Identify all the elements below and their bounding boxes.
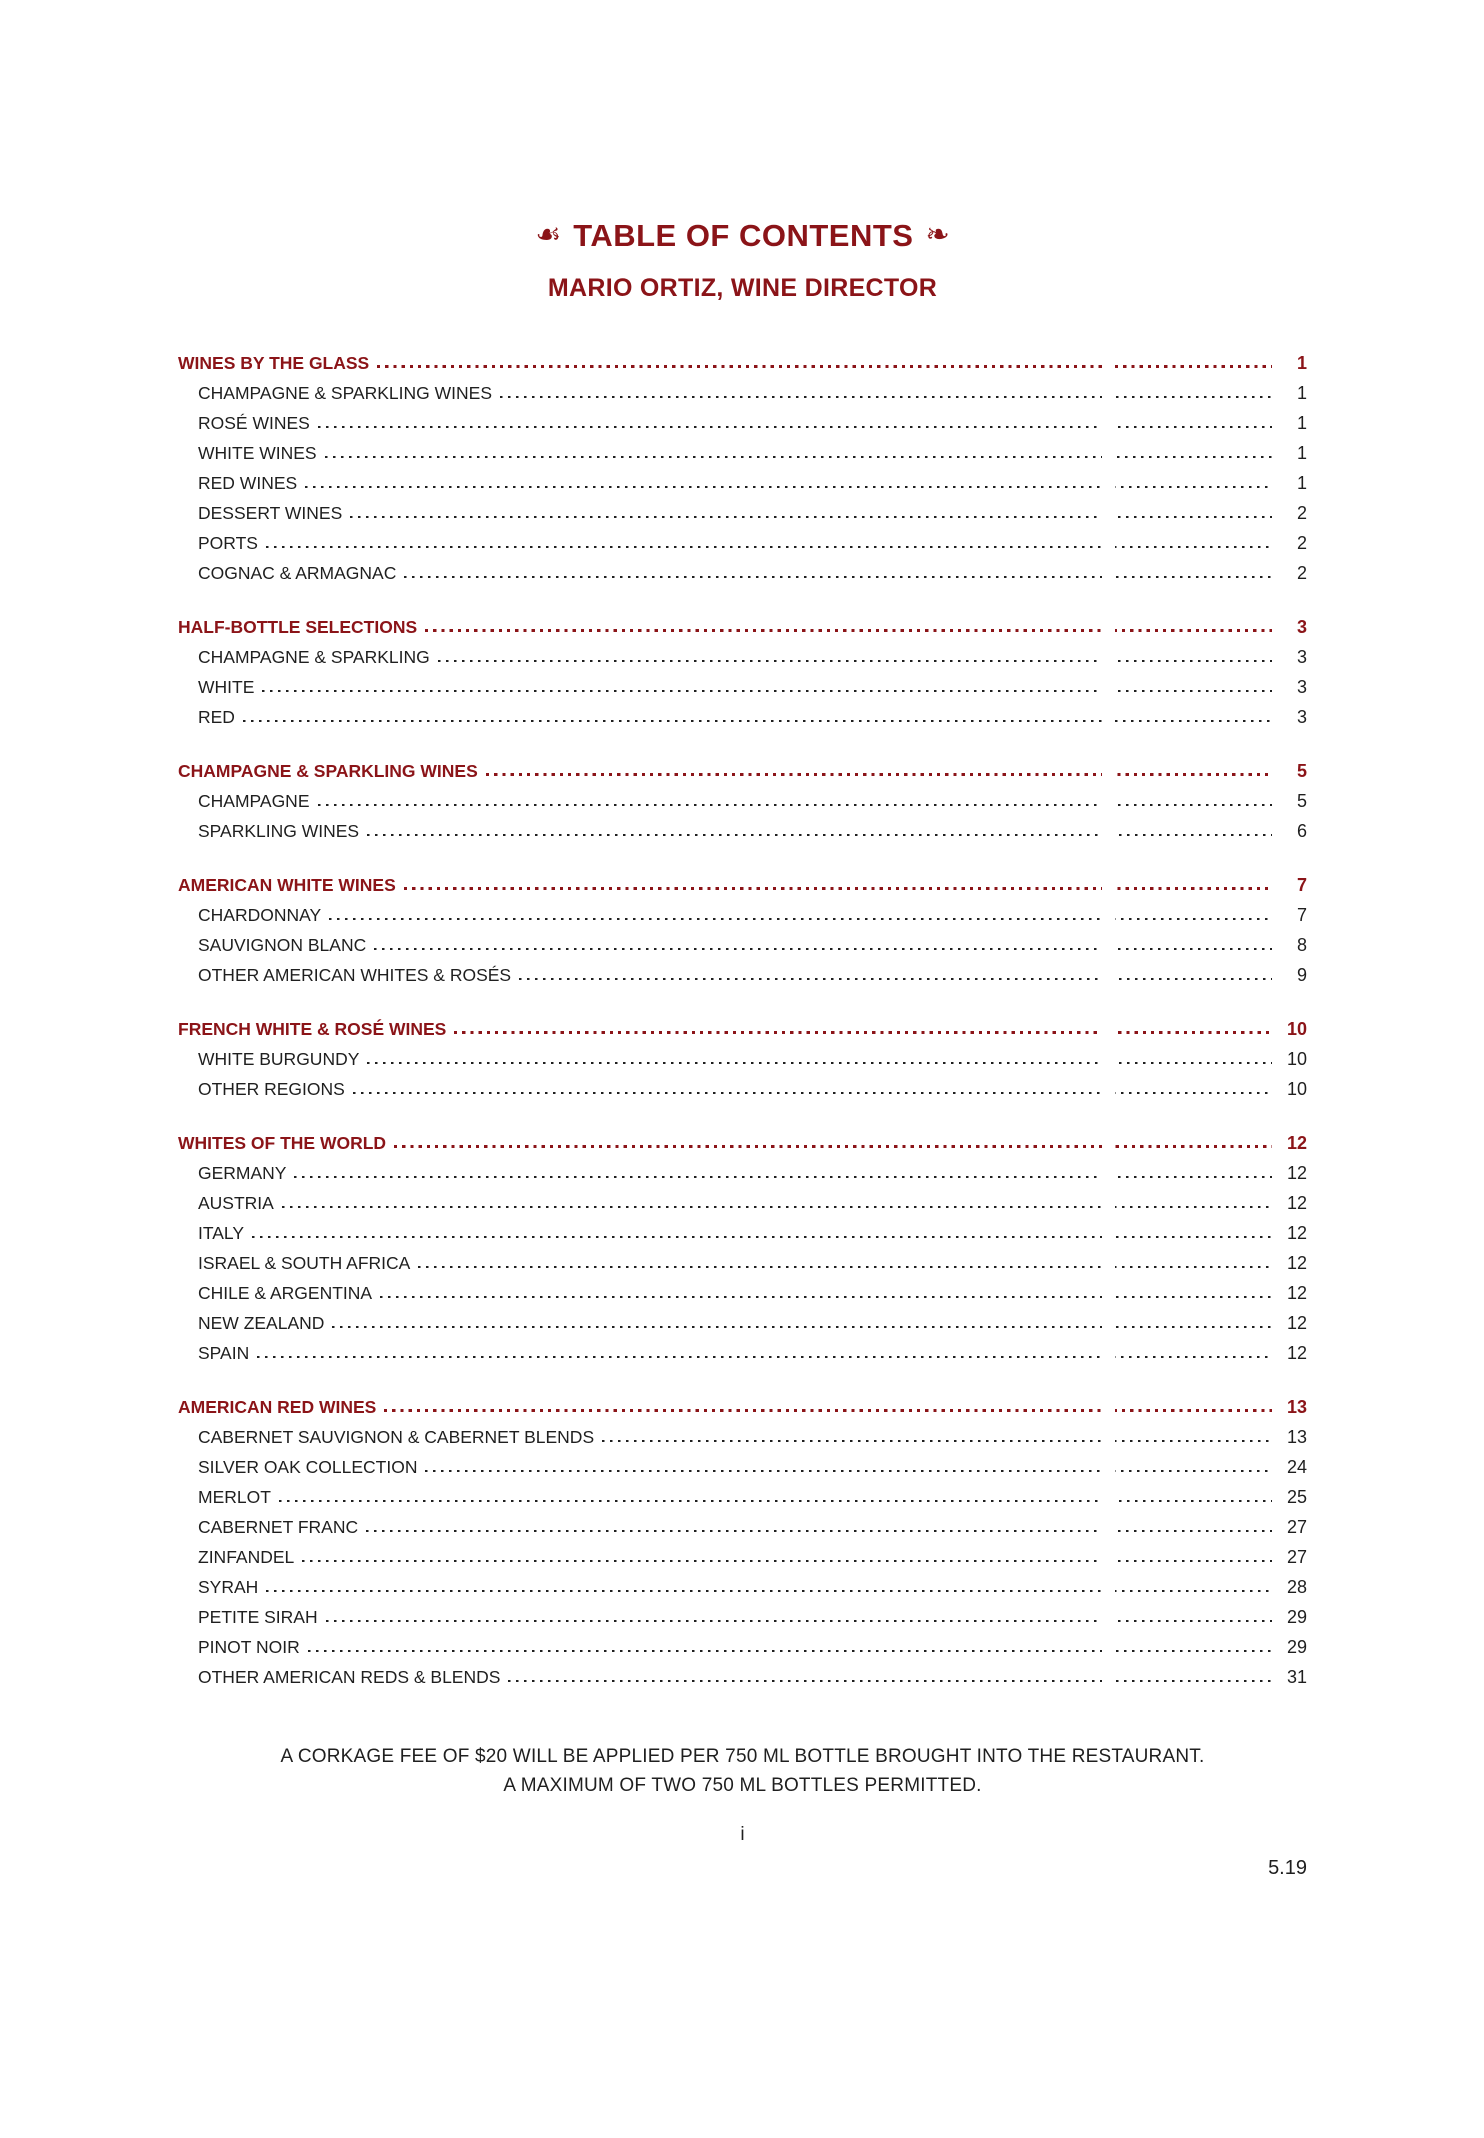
- dot-leader: [404, 887, 1272, 890]
- toc-page-number: 10: [1286, 1079, 1307, 1099]
- dot-leader: [318, 804, 1273, 807]
- toc-entry[interactable]: [178, 639, 1307, 669]
- dot-leader: [282, 1206, 1272, 1209]
- toc-label: WHITE WINES: [198, 443, 317, 463]
- toc-label: AMERICAN RED WINES: [178, 1397, 377, 1417]
- toc-entry[interactable]: [178, 1509, 1307, 1539]
- toc-page-number: 12: [1286, 1253, 1307, 1273]
- toc-page-number: 12: [1286, 1133, 1307, 1153]
- toc-entry[interactable]: [178, 1335, 1307, 1365]
- toc-section-heading[interactable]: [178, 1389, 1307, 1419]
- dot-leader: [308, 1650, 1272, 1653]
- toc-label: WHITES OF THE WORLD: [178, 1133, 387, 1153]
- toc-entry[interactable]: [178, 465, 1307, 495]
- toc-page-number: 7: [1296, 905, 1307, 925]
- dot-leader: [425, 629, 1272, 632]
- toc-entry[interactable]: [178, 1569, 1307, 1599]
- toc-page-number: 29: [1286, 1607, 1307, 1627]
- toc-page-number: 12: [1286, 1343, 1307, 1363]
- toc-section-heading[interactable]: [178, 753, 1307, 783]
- toc-page-number: 3: [1296, 617, 1307, 637]
- toc-label: COGNAC & ARMAGNAC: [198, 563, 397, 583]
- toc-entry[interactable]: [178, 1275, 1307, 1305]
- toc-label: GERMANY: [198, 1163, 287, 1183]
- toc-page-number: 13: [1286, 1427, 1307, 1447]
- toc-entry[interactable]: [178, 783, 1307, 813]
- document-page: [178, 218, 1307, 1880]
- toc-section-heading[interactable]: [178, 1011, 1307, 1041]
- page-title: [178, 218, 1307, 254]
- dot-leader: [602, 1440, 1272, 1443]
- toc-page-number: 1: [1296, 413, 1307, 433]
- toc-page-number: 9: [1296, 965, 1307, 985]
- toc-page-number: 24: [1286, 1457, 1307, 1477]
- toc-label: AMERICAN WHITE WINES: [178, 875, 396, 895]
- toc-section: [178, 753, 1307, 843]
- leader-gap: [1102, 345, 1115, 1689]
- dot-leader: [486, 773, 1272, 776]
- toc-label: CHAMPAGNE & SPARKLING WINES: [178, 761, 478, 781]
- dot-leader: [325, 456, 1272, 459]
- dot-leader: [454, 1031, 1272, 1034]
- toc-page-number: 3: [1296, 707, 1307, 727]
- toc-label: PETITE SIRAH: [198, 1607, 318, 1627]
- toc-page-number: 2: [1296, 503, 1307, 523]
- toc-label: MERLOT: [198, 1487, 271, 1507]
- toc-section-heading[interactable]: [178, 1125, 1307, 1155]
- toc-section: [178, 1125, 1307, 1365]
- dot-leader: [519, 978, 1272, 981]
- dot-leader: [425, 1470, 1272, 1473]
- dot-leader: [384, 1409, 1272, 1412]
- toc-label: DESSERT WINES: [198, 503, 343, 523]
- dot-leader: [377, 365, 1272, 368]
- toc-entry[interactable]: [178, 525, 1307, 555]
- toc-entry[interactable]: [178, 1449, 1307, 1479]
- dot-leader: [266, 546, 1272, 549]
- dot-leader: [329, 918, 1272, 921]
- toc-page-number: 28: [1286, 1577, 1307, 1597]
- toc-label: CHILE & ARGENTINA: [198, 1283, 373, 1303]
- toc-label: SPAIN: [198, 1343, 250, 1363]
- toc-label: SILVER OAK COLLECTION: [198, 1457, 418, 1477]
- toc-page-number: 3: [1296, 677, 1307, 697]
- subtitle: MARIO ORTIZ, WINE DIRECTOR: [547, 274, 938, 302]
- toc-label: SAUVIGNON BLANC: [198, 935, 367, 955]
- toc-entry[interactable]: [178, 1599, 1307, 1629]
- toc-page-number: 25: [1286, 1487, 1307, 1507]
- dot-leader: [305, 486, 1272, 489]
- floral-ornament-right-icon: ❧: [925, 217, 950, 251]
- toc-label: NEW ZEALAND: [198, 1313, 325, 1333]
- toc-entry[interactable]: [178, 495, 1307, 525]
- toc-label: AUSTRIA: [198, 1193, 274, 1213]
- toc-page-number: 1: [1296, 353, 1307, 373]
- toc-label: RED: [198, 707, 235, 727]
- table-of-contents: [178, 345, 1307, 1689]
- page-number: i: [740, 1824, 745, 1845]
- toc-label: OTHER AMERICAN WHITES & ROSÉS: [198, 965, 512, 985]
- toc-entry[interactable]: [178, 1305, 1307, 1335]
- toc-label: CHAMPAGNE & SPARKLING WINES: [198, 383, 492, 403]
- dot-leader: [318, 426, 1272, 429]
- toc-page-number: 29: [1286, 1637, 1307, 1657]
- toc-page-number: 8: [1296, 935, 1307, 955]
- toc-page-number: 2: [1296, 563, 1307, 583]
- toc-page-number: 13: [1286, 1397, 1307, 1417]
- toc-label: RED WINES: [198, 473, 298, 493]
- toc-page-number: 3: [1296, 647, 1307, 667]
- title-text: TABLE OF CONTENTS: [573, 218, 914, 253]
- toc-page-number: 1: [1296, 473, 1307, 493]
- dot-leader: [404, 576, 1272, 579]
- toc-entry[interactable]: [178, 1245, 1307, 1275]
- toc-section: [178, 867, 1307, 987]
- toc-page-number: 31: [1286, 1667, 1307, 1687]
- toc-entry[interactable]: [178, 405, 1307, 435]
- toc-page-number: 27: [1286, 1517, 1307, 1537]
- toc-page-number: 12: [1286, 1283, 1307, 1303]
- toc-label: CHAMPAGNE & SPARKLING: [198, 647, 430, 667]
- dot-leader: [418, 1266, 1272, 1269]
- toc-entry[interactable]: [178, 669, 1307, 699]
- toc-page-number: 7: [1296, 875, 1307, 895]
- toc-label: ISRAEL & SOUTH AFRICA: [198, 1253, 411, 1273]
- toc-page-number: 10: [1286, 1049, 1307, 1069]
- toc-label: OTHER AMERICAN REDS & BLENDS: [198, 1667, 501, 1687]
- toc-page-number: 12: [1286, 1313, 1307, 1333]
- toc-section: [178, 1389, 1307, 1689]
- toc-entry[interactable]: [178, 1659, 1307, 1689]
- floral-ornament-left-icon: ☙: [535, 217, 562, 251]
- toc-entry[interactable]: [178, 1629, 1307, 1659]
- toc-entry[interactable]: [178, 957, 1307, 987]
- toc-entry[interactable]: [178, 1041, 1307, 1071]
- toc-entry[interactable]: [178, 555, 1307, 585]
- toc-label: CABERNET SAUVIGNON & CABERNET BLENDS: [198, 1427, 595, 1447]
- corkage-note-line-1: A CORKAGE FEE OF $20 WILL BE APPLIED PER 750 ML BOTTLE BROUGHT INTO THE RESTAURANT.: [280, 1746, 1205, 1767]
- dot-leader: [500, 396, 1272, 399]
- dot-leader: [367, 834, 1272, 837]
- dot-leader: [380, 1296, 1272, 1299]
- toc-entry[interactable]: [178, 1479, 1307, 1509]
- dot-leader: [353, 1092, 1272, 1095]
- toc-entry[interactable]: [178, 1155, 1307, 1185]
- toc-label: WINES BY THE GLASS: [178, 353, 370, 373]
- dot-leader: [243, 720, 1272, 723]
- dot-leader: [366, 1530, 1272, 1533]
- toc-label: FRENCH WHITE & ROSÉ WINES: [178, 1019, 447, 1039]
- corkage-note-line-2: A MAXIMUM OF TWO 750 ML BOTTLES PERMITTED.: [503, 1775, 982, 1796]
- toc-entry[interactable]: [178, 1215, 1307, 1245]
- toc-entry[interactable]: [178, 897, 1307, 927]
- toc-label: CHAMPAGNE: [198, 791, 310, 811]
- toc-entry[interactable]: [178, 435, 1307, 465]
- corkage-note: [178, 1742, 1307, 1800]
- toc-label: ROSÉ WINES: [198, 413, 310, 433]
- toc-label: ZINFANDEL: [198, 1547, 295, 1567]
- toc-page-number: 6: [1296, 821, 1307, 841]
- dot-leader: [302, 1560, 1272, 1563]
- dot-leader: [326, 1620, 1272, 1623]
- toc-label: PINOT NOIR: [198, 1637, 300, 1657]
- toc-page-number: 2: [1296, 533, 1307, 553]
- toc-entry[interactable]: [178, 1071, 1307, 1101]
- toc-label: CABERNET FRANC: [198, 1517, 359, 1537]
- dot-leader: [252, 1236, 1272, 1239]
- toc-page-number: 5: [1296, 791, 1307, 811]
- revision-number: 5.19: [1268, 1857, 1307, 1879]
- dot-leader: [374, 948, 1272, 951]
- toc-label: CHARDONNAY: [198, 905, 322, 925]
- toc-page-number: 12: [1286, 1223, 1307, 1243]
- dot-leader: [438, 660, 1272, 663]
- toc-entry[interactable]: [178, 1419, 1307, 1449]
- dot-leader: [394, 1145, 1272, 1148]
- toc-section: [178, 1011, 1307, 1101]
- toc-label: SPARKLING WINES: [198, 821, 360, 841]
- toc-entry[interactable]: [178, 813, 1307, 843]
- toc-page-number: 12: [1286, 1163, 1307, 1183]
- toc-page-number: 10: [1286, 1019, 1307, 1039]
- toc-section-heading[interactable]: [178, 867, 1307, 897]
- toc-section: [178, 345, 1307, 585]
- toc-page-number: 1: [1296, 383, 1307, 403]
- dot-leader: [508, 1680, 1272, 1683]
- toc-label: HALF-BOTTLE SELECTIONS: [178, 617, 418, 637]
- toc-page-number: 27: [1286, 1547, 1307, 1567]
- toc-label: OTHER REGIONS: [198, 1079, 345, 1099]
- toc-page-number: 5: [1296, 761, 1307, 781]
- dot-leader: [279, 1500, 1272, 1503]
- toc-entry[interactable]: [178, 1539, 1307, 1569]
- dot-leader: [257, 1356, 1272, 1359]
- dot-leader: [332, 1326, 1272, 1329]
- dot-leader: [350, 516, 1272, 519]
- dot-leader: [266, 1590, 1272, 1593]
- toc-section: [178, 609, 1307, 729]
- toc-label: WHITE BURGUNDY: [198, 1049, 360, 1069]
- dot-leader: [367, 1062, 1272, 1065]
- toc-label: SYRAH: [198, 1577, 259, 1597]
- toc-label: ITALY: [198, 1223, 245, 1243]
- toc-entry[interactable]: [178, 1185, 1307, 1215]
- toc-section-heading[interactable]: [178, 609, 1307, 639]
- dot-leader: [294, 1176, 1272, 1179]
- dot-leader: [262, 690, 1272, 693]
- toc-label: WHITE: [198, 677, 255, 697]
- toc-page-number: 1: [1296, 443, 1307, 463]
- toc-page-number: 12: [1286, 1193, 1307, 1213]
- toc-entry[interactable]: [178, 927, 1307, 957]
- toc-label: PORTS: [198, 533, 258, 553]
- toc-entry[interactable]: [178, 375, 1307, 405]
- toc-entry[interactable]: [178, 699, 1307, 729]
- toc-section-heading[interactable]: [178, 345, 1307, 375]
